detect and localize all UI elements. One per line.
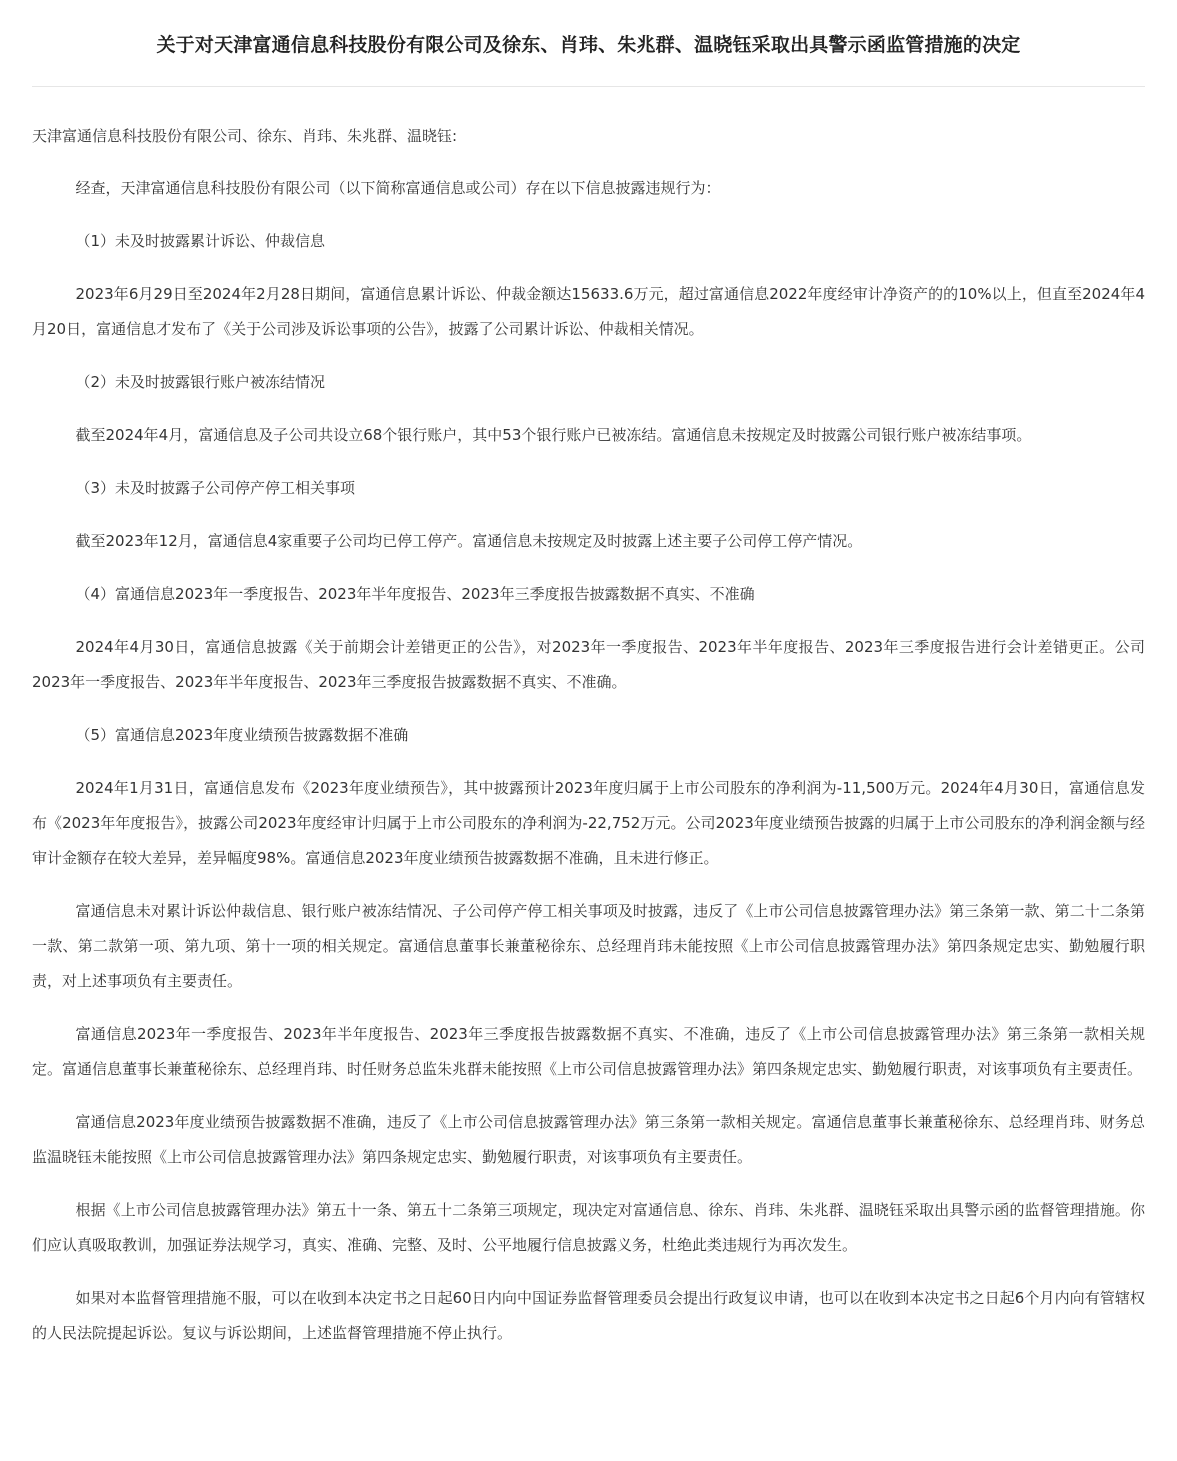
salutation: 天津富通信息科技股份有限公司、徐东、肖玮、朱兆群、温晓钰:	[32, 127, 458, 145]
paragraph-decision: 根据《上市公司信息披露管理办法》第五十一条、第五十二条第三项规定，现决定对富通信息、徐东、肖玮、朱兆群、温晓钰采取出具警示函的监督管理措施。你们应认真吸取教训，加强证券法规学习，真实、准确、完整、及时、公平地履行信息披露义务，杜绝此类违规行为再次发生。	[32, 1201, 1145, 1254]
paragraph-lawsuit-details: 2023年6月29日至2024年2月28日期间，富通信息累计诉讼、仲裁金额达15633.6万元，超过富通信息2022年度经审计净资产的的10%以上，但直至2024年4月20日，富通信息才发布了《关于公司涉及诉讼事项的公告》，披露了公司累计诉讼、仲裁相关情况。	[32, 285, 1145, 338]
title-divider	[32, 86, 1145, 87]
document-body	[32, 121, 1145, 1351]
section-heading-4: （4）富通信息2023年一季度报告、2023年半年度报告、2023年三季度报告披露数据不真实、不准确	[75, 585, 755, 603]
paragraph-violation-1: 富通信息未对累计诉讼仲裁信息、银行账户被冻结情况、子公司停产停工相关事项及时披露，违反了《上市公司信息披露管理办法》第三条第一款、第二十二条第一款、第二款第一项、第九项、第十一项的相关规定。富通信息董事长兼董秘徐东、总经理肖玮未能按照《上市公司信息披露管理办法》第四条规定忠实、勤勉履行职责，对上述事项负有主要责任。	[32, 902, 1145, 990]
section-heading-3: （3）未及时披露子公司停产停工相关事项	[75, 479, 356, 497]
paragraph-intro: 经查，天津富通信息科技股份有限公司（以下简称富通信息或公司）存在以下信息披露违规行为：	[75, 179, 721, 197]
section-heading-1: （1）未及时披露累计诉讼、仲裁信息	[75, 232, 326, 250]
paragraph-bank-accounts: 截至2024年4月，富通信息及子公司共设立68个银行账户，其中53个银行账户已被冻结。富通信息未按规定及时披露公司银行账户被冻结事项。	[75, 426, 1032, 444]
paragraph-violation-2: 富通信息2023年一季度报告、2023年半年度报告、2023年三季度报告披露数据不真实、不准确，违反了《上市公司信息披露管理办法》第三条第一款相关规定。富通信息董事长兼董秘徐东、总经理肖玮、时任财务总监朱兆群未能按照《上市公司信息披露管理办法》第四条规定忠实、勤勉履行职责，对该事项负有主要责任。	[32, 1025, 1145, 1078]
paragraph-earnings-forecast: 2024年1月31日，富通信息发布《2023年度业绩预告》，其中披露预计2023年度归属于上市公司股东的净利润为-11,500万元。2024年4月30日，富通信息发布《2023年年度报告》，披露公司2023年度经审计归属于上市公司股东的净利润为-22,752万元。公司2023年度业绩预告披露的归属于上市公司股东的净利润金额与经审计金额存在较大差异，差异幅度98%。富通信息2023年度业绩预告披露数据不准确，且未进行修正。	[32, 779, 1145, 867]
paragraph-appeal-notice: 如果对本监督管理措施不服，可以在收到本决定书之日起60日内向中国证券监督管理委员会提出行政复议申请，也可以在收到本决定书之日起6个月内向有管辖权的人民法院提起诉讼。复议与诉讼期间，上述监督管理措施不停止执行。	[32, 1289, 1145, 1342]
section-heading-2: （2）未及时披露银行账户被冻结情况	[75, 373, 326, 391]
paragraph-accounting-correction: 2024年4月30日，富通信息披露《关于前期会计差错更正的公告》，对2023年一季度报告、2023年半年度报告、2023年三季度报告进行会计差错更正。公司2023年一季度报告、2023年半年度报告、2023年三季度报告披露数据不真实、不准确。	[32, 638, 1145, 691]
document-title: 关于对天津富通信息科技股份有限公司及徐东、肖玮、朱兆群、温晓钰采取出具警示函监管措施的决定	[156, 34, 1021, 56]
paragraph-subsidiary-shutdown: 截至2023年12月，富通信息4家重要子公司均已停工停产。富通信息未按规定及时披露上述主要子公司停工停产情况。	[75, 532, 863, 550]
section-heading-5: （5）富通信息2023年度业绩预告披露数据不准确	[75, 726, 409, 744]
paragraph-violation-3: 富通信息2023年度业绩预告披露数据不准确，违反了《上市公司信息披露管理办法》第三条第一款相关规定。富通信息董事长兼董秘徐东、总经理肖玮、财务总监温晓钰未能按照《上市公司信息披露管理办法》第四条规定忠实、勤勉履行职责，对该事项负有主要责任。	[32, 1113, 1145, 1166]
